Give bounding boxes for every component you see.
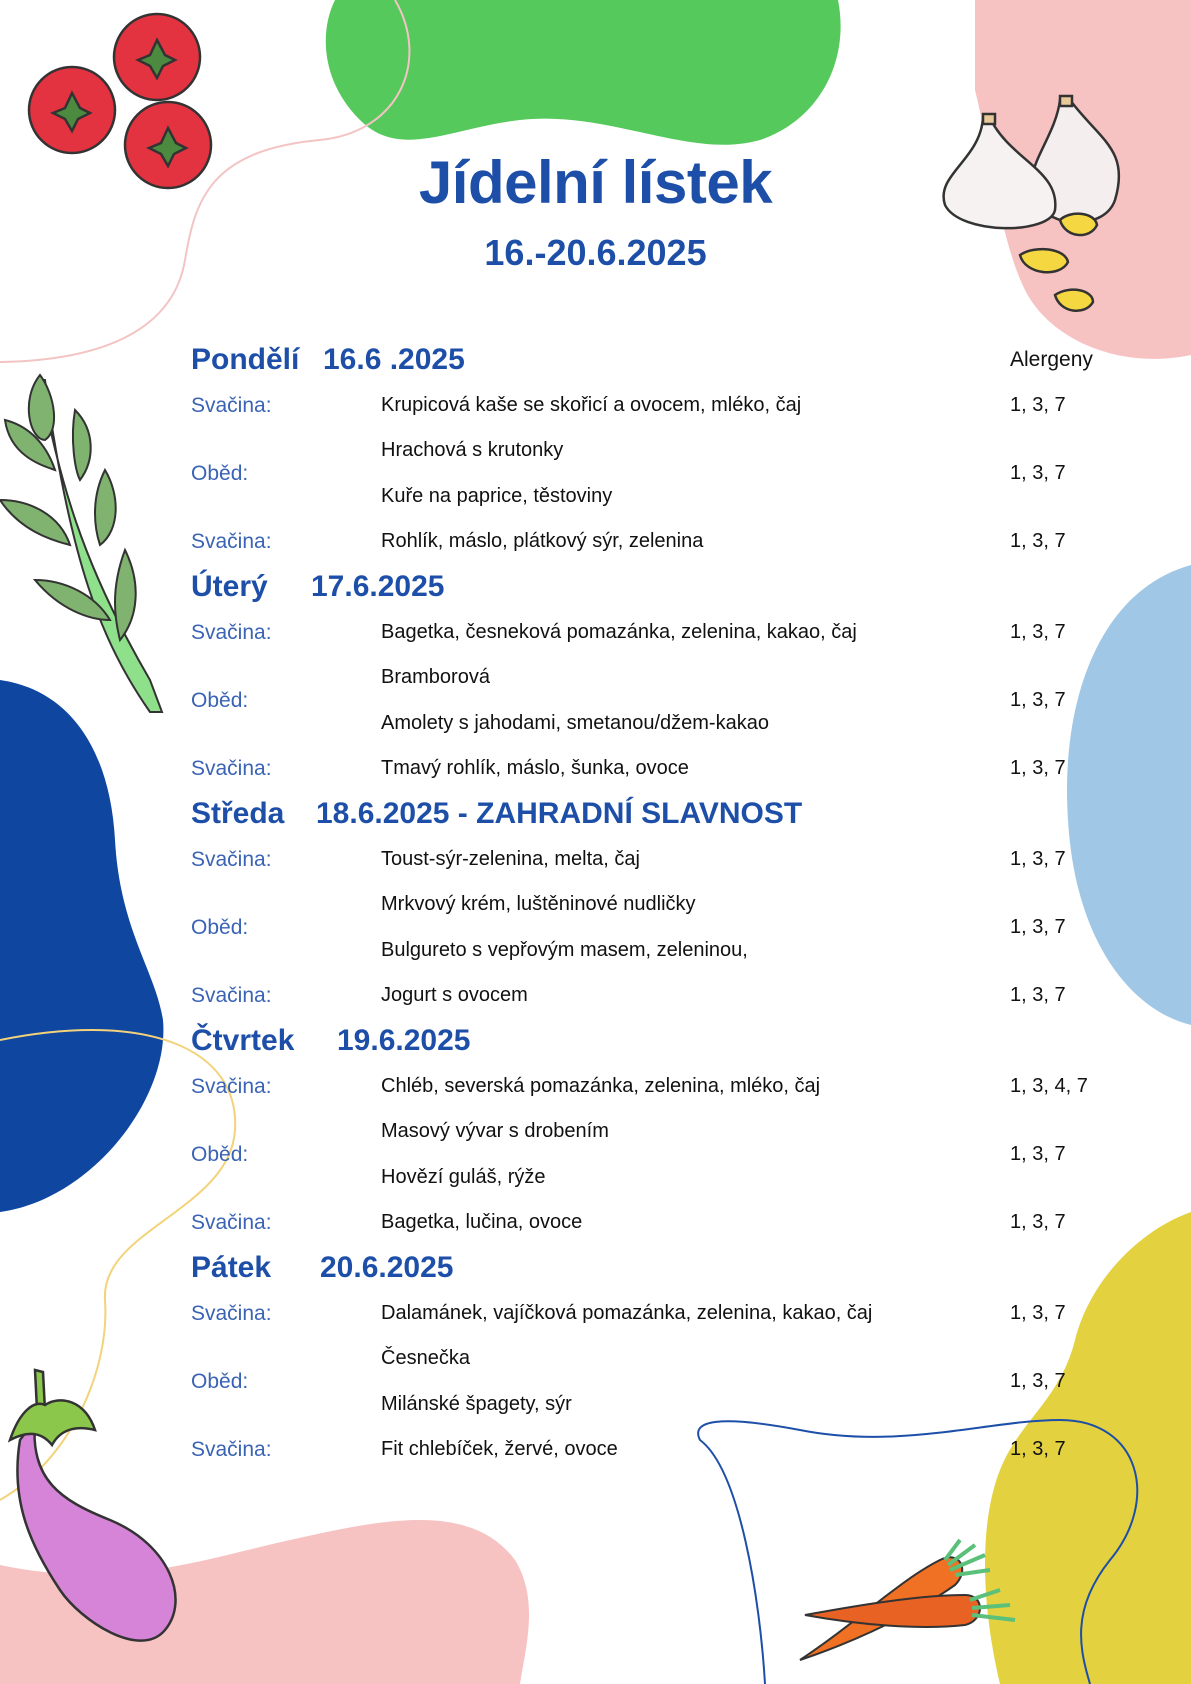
allergen-codes: 1, 3, 7	[1010, 1302, 1066, 1324]
blue-blob-left	[0, 680, 163, 1212]
dish: Mrkvový krém, luštěninové nudličky	[381, 893, 696, 915]
allergen-codes: 1, 3, 7	[1010, 916, 1066, 938]
date-range: 16.-20.6.2025	[484, 232, 707, 273]
dish: Kuře na paprice, těstoviny	[381, 485, 613, 507]
day-date: 17.6.2025	[311, 570, 445, 603]
day-heading	[191, 1024, 471, 1058]
dish: Masový vývar s drobením	[381, 1120, 609, 1142]
meal-label: Oběd:	[191, 689, 249, 712]
dish: Milánské špagety, sýr	[381, 1393, 572, 1415]
day-name: Čtvrtek	[191, 1024, 295, 1057]
green-blob	[326, 0, 841, 145]
meal-label: Svačina:	[191, 757, 272, 780]
allergen-codes: 1, 3, 7	[1010, 1143, 1066, 1165]
day-name: Pátek	[191, 1251, 272, 1284]
allergen-codes: 1, 3, 7	[1010, 848, 1066, 870]
allergen-codes: 1, 3, 7	[1010, 757, 1066, 779]
dish: Amolety s jahodami, smetanou/džem-kakao	[381, 712, 769, 734]
dish: Bagetka, lučina, ovoce	[381, 1211, 583, 1233]
day-date: 20.6.2025	[320, 1251, 454, 1284]
meal-label: Svačina:	[191, 530, 272, 553]
allergen-codes: 1, 3, 7	[1010, 530, 1066, 552]
meal-label: Oběd:	[191, 1143, 249, 1166]
allergen-codes: 1, 3, 7	[1010, 1370, 1066, 1392]
light-blue-blob-right	[1067, 565, 1191, 1025]
meal-label: Svačina:	[191, 394, 272, 417]
dish: Rohlík, máslo, plátkový sýr, zelenina	[381, 530, 704, 552]
day-heading	[191, 570, 445, 604]
meal-label: Oběd:	[191, 916, 249, 939]
meal-label: Svačina:	[191, 1438, 272, 1461]
allergen-codes: 1, 3, 7	[1010, 462, 1066, 484]
dish: Česnečka	[381, 1347, 470, 1369]
meal-label: Oběd:	[191, 1370, 249, 1393]
day-heading	[191, 1251, 454, 1285]
day-date: 19.6.2025	[337, 1024, 471, 1057]
allergens-column-header: Alergeny	[1010, 348, 1093, 371]
meal-label: Oběd:	[191, 462, 249, 485]
dish: Krupicová kaše se skořicí a ovocem, mléko, čaj	[381, 394, 802, 416]
day-heading	[191, 343, 465, 377]
page-title: Jídelní lístek	[418, 149, 773, 216]
dish: Jogurt s ovocem	[381, 984, 528, 1006]
dish: Chléb, severská pomazánka, zelenina, mléko, čaj	[381, 1075, 821, 1097]
day-name: Středa	[191, 797, 285, 830]
allergen-codes: 1, 3, 7	[1010, 394, 1066, 416]
dish: Fit chlebíček, žervé, ovoce	[381, 1438, 618, 1460]
meal-label: Svačina:	[191, 621, 272, 644]
dish: Hrachová s krutonky	[381, 439, 564, 461]
day-name: Pondělí	[191, 343, 300, 376]
day-date: 18.6.2025 - ZAHRADNÍ SLAVNOST	[316, 797, 803, 830]
meal-label: Svačina:	[191, 1075, 272, 1098]
allergen-codes: 1, 3, 7	[1010, 1438, 1066, 1460]
meal-label: Svačina:	[191, 984, 272, 1007]
dish: Bramborová	[381, 666, 490, 688]
allergen-codes: 1, 3, 4, 7	[1010, 1075, 1088, 1097]
allergen-codes: 1, 3, 7	[1010, 689, 1066, 711]
dish: Tmavý rohlík, máslo, šunka, ovoce	[381, 757, 689, 779]
dish: Toust-sýr-zelenina, melta, čaj	[381, 848, 640, 870]
meal-label: Svačina:	[191, 1211, 272, 1234]
dish: Bagetka, česneková pomazánka, zelenina, kakao, čaj	[381, 621, 857, 643]
dish: Hovězí guláš, rýže	[381, 1166, 546, 1188]
allergen-codes: 1, 3, 7	[1010, 1211, 1066, 1233]
dill-icon	[0, 375, 162, 712]
day-name: Úterý	[191, 570, 268, 603]
day-date: 16.6 .2025	[323, 343, 465, 376]
meal-label: Svačina:	[191, 848, 272, 871]
dish: Dalamánek, vajíčková pomazánka, zelenina, kakao, čaj	[381, 1302, 873, 1324]
meal-label: Svačina:	[191, 1302, 272, 1325]
allergen-codes: 1, 3, 7	[1010, 621, 1066, 643]
dish: Bulgureto s vepřovým masem, zeleninou,	[381, 939, 748, 961]
allergen-codes: 1, 3, 7	[1010, 984, 1066, 1006]
carrots-icon	[800, 1540, 1015, 1660]
day-heading	[191, 797, 803, 831]
